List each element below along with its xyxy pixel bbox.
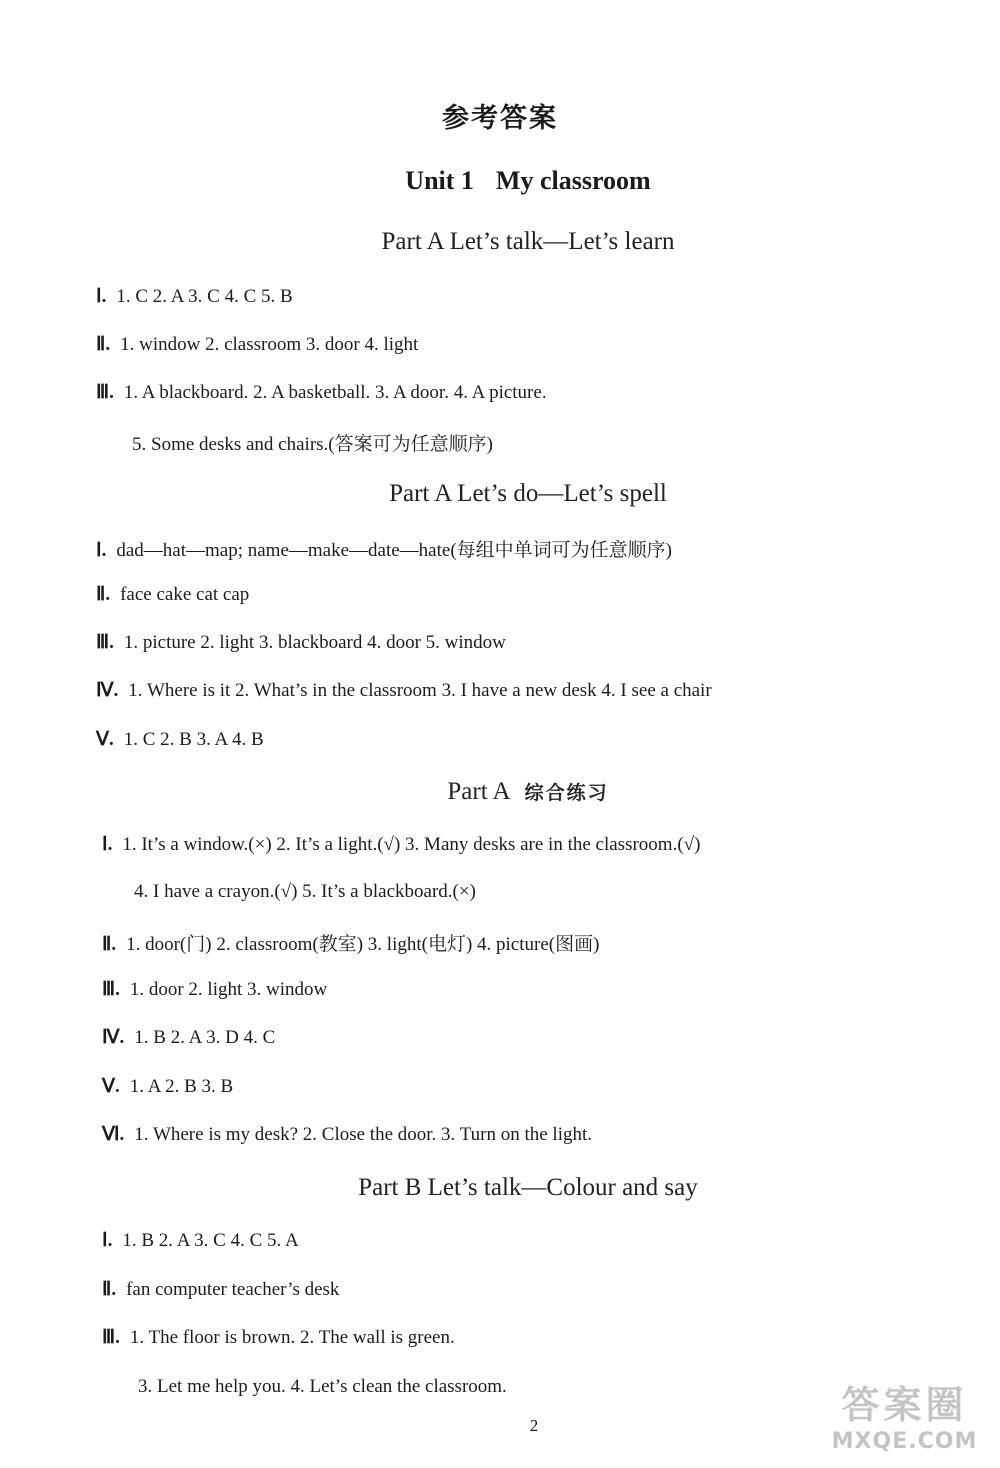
unit-number: Unit 1 — [405, 166, 474, 195]
row-text: 1. C 2. A 3. C 4. C 5. B — [116, 286, 293, 307]
row-number: Ⅵ. — [102, 1124, 125, 1145]
answer-row — [102, 833, 700, 856]
row-number: Ⅱ. — [96, 334, 111, 355]
row-number: Ⅲ. — [102, 1327, 120, 1348]
heading-part: Part A — [447, 778, 511, 805]
row-text: 1. It’s a window.(×) 2. It’s a light.(√) 3. Many desks are in the classroom.(√) — [122, 834, 701, 855]
row-text: 1. window 2. classroom 3. door 4. light — [120, 334, 419, 355]
answer-row — [102, 1229, 299, 1252]
answer-row — [102, 1123, 592, 1146]
row-text: dad—hat—map; name—make—date—hate(每组中单词可为任意顺序) — [116, 540, 672, 561]
row-number: Ⅱ. — [102, 934, 117, 955]
row-text: 1. door(门) 2. classroom(教室) 3. light(电灯) 4. picture(图画) — [126, 934, 600, 955]
answer-row — [96, 381, 547, 404]
row-number: Ⅰ. — [96, 286, 107, 307]
watermark-url: MXQE.COM — [831, 1429, 978, 1454]
heading-bold: 综合练习 — [524, 782, 609, 804]
row-text: 3. Let me help you. 4. Let’s clean the classroom. — [138, 1376, 507, 1397]
answer-row — [96, 285, 293, 308]
row-number: Ⅲ. — [102, 979, 120, 1000]
site-watermark — [817, 1374, 992, 1464]
answer-row — [96, 728, 264, 751]
section-heading-3 — [0, 778, 1000, 806]
answer-row — [138, 1376, 507, 1398]
row-text: 1. A 2. B 3. B — [129, 1076, 234, 1097]
row-text: 1. picture 2. light 3. blackboard 4. door 5. window — [123, 632, 506, 653]
row-text: 4. I have a crayon.(√) 5. It’s a blackboard.(×) — [134, 881, 476, 902]
page-number: 2 — [529, 1416, 539, 1435]
answer-row — [96, 679, 712, 702]
row-number: Ⅲ. — [96, 632, 114, 653]
row-number: Ⅰ. — [102, 834, 113, 855]
row-text: 1. C 2. B 3. A 4. B — [123, 729, 264, 750]
section-heading-2: Part A Let’s do—Let’s spell — [389, 480, 667, 507]
row-number: Ⅳ. — [96, 680, 119, 701]
answer-row — [102, 1278, 339, 1301]
watermark-logo-text: 答案圈 — [841, 1383, 968, 1427]
row-text: 5. Some desks and chairs.(答案可为任意顺序) — [132, 434, 493, 455]
row-text: 1. Where is it 2. What’s in the classroom 3. I have a new desk 4. I see a chair — [128, 680, 712, 701]
answer-row — [96, 631, 506, 654]
row-number: Ⅰ. — [102, 1230, 113, 1251]
section-heading-1: Part A Let’s talk—Let’s learn — [381, 228, 675, 255]
row-number: Ⅱ. — [96, 584, 111, 605]
row-number: Ⅴ. — [96, 729, 114, 750]
answer-row — [102, 1026, 275, 1049]
row-number: Ⅱ. — [102, 1279, 117, 1300]
row-number: Ⅳ. — [102, 1027, 125, 1048]
answer-row — [132, 429, 493, 456]
row-number: Ⅲ. — [96, 382, 114, 403]
answer-row — [102, 1326, 455, 1349]
row-text: 1. door 2. light 3. window — [129, 979, 328, 1000]
unit-name: My classroom — [495, 166, 651, 195]
row-text: 1. The floor is brown. 2. The wall is green. — [129, 1327, 455, 1348]
row-number: Ⅴ. — [102, 1076, 120, 1097]
answer-row — [134, 881, 476, 903]
row-text: 1. B 2. A 3. C 4. C 5. A — [122, 1230, 299, 1251]
row-text: fan computer teacher’s desk — [126, 1279, 340, 1300]
answer-row — [102, 929, 599, 956]
row-text: 1. Where is my desk? 2. Close the door. 3. Turn on the light. — [134, 1124, 593, 1145]
page-title: 参考答案 — [442, 103, 558, 134]
section-heading-4: Part B Let’s talk—Colour and say — [358, 1174, 698, 1201]
row-text: face cake cat cap — [120, 584, 250, 605]
row-text: 1. B 2. A 3. D 4. C — [134, 1027, 276, 1048]
answer-row — [96, 583, 249, 606]
answer-row — [102, 1075, 233, 1098]
answer-row — [96, 333, 418, 356]
unit-heading — [0, 166, 1000, 196]
row-text: 1. A blackboard. 2. A basketball. 3. A door. 4. A picture. — [123, 382, 547, 403]
answer-row — [96, 535, 672, 562]
answer-row — [102, 978, 327, 1001]
row-number: Ⅰ. — [96, 540, 107, 561]
